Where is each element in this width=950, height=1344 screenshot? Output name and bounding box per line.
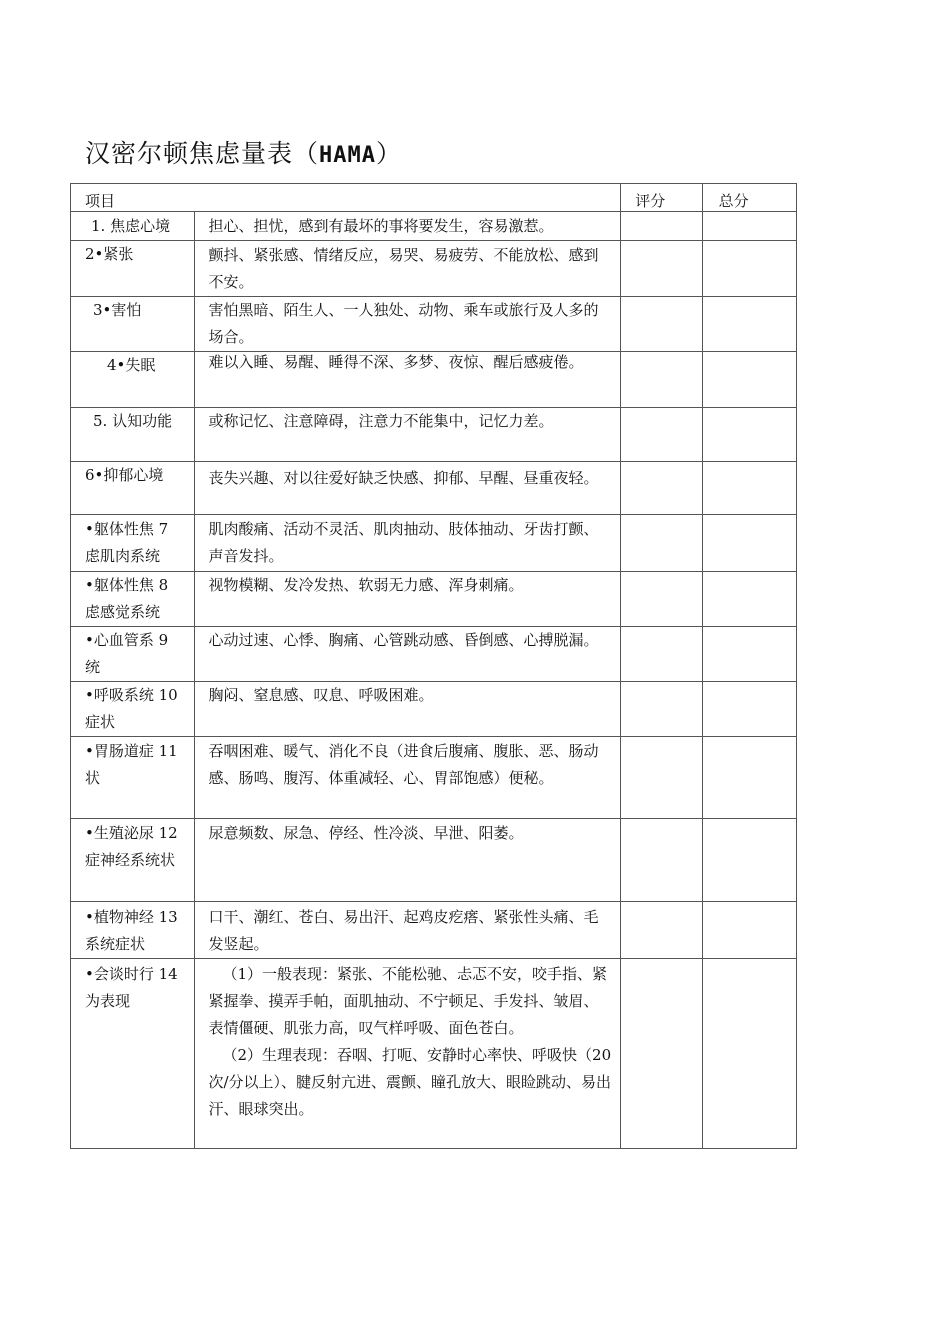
item-label: •心血管系 9 统 xyxy=(85,631,169,676)
header-item-label: 项目 xyxy=(85,192,116,210)
score-cell[interactable] xyxy=(621,682,702,737)
item-label: 2•紧张 xyxy=(85,245,134,263)
desc-cell xyxy=(194,408,621,462)
total-cell[interactable] xyxy=(702,572,796,627)
total-cell[interactable] xyxy=(702,212,796,241)
score-cell[interactable] xyxy=(621,737,702,819)
total-cell[interactable] xyxy=(702,408,796,462)
item-description: 吞咽困难、暖气、消化不良（进食后腹痛、腹胀、恶、肠动感、肠鸣、腹泻、体重减轻、心、胃部饱感）便秘。 xyxy=(208,742,599,787)
item-description: 胸闷、窒息感、叹息、呼吸困难。 xyxy=(208,686,434,704)
item-cell xyxy=(71,627,195,682)
item-label: •呼吸系统 10 症状 xyxy=(85,686,178,731)
total-cell[interactable] xyxy=(702,819,796,902)
score-cell[interactable] xyxy=(621,297,702,352)
item-cell xyxy=(71,297,195,352)
item-cell xyxy=(71,408,195,462)
table-row xyxy=(71,241,797,297)
item-label: •躯体性焦 8 虑感觉系统 xyxy=(85,576,169,621)
total-cell[interactable] xyxy=(702,241,796,297)
item-label: 3•害怕 xyxy=(93,301,142,319)
item-cell xyxy=(71,352,195,408)
item-label: •会谈时行 14 为表现 xyxy=(85,965,178,1010)
table-row xyxy=(71,682,797,737)
item-description: 视物模糊、发冷发热、软弱无力感、浑身刺痛。 xyxy=(208,576,524,594)
desc-cell xyxy=(194,212,621,241)
item-cell xyxy=(71,819,195,902)
score-cell[interactable] xyxy=(621,572,702,627)
desc-cell xyxy=(194,462,621,515)
item-label: 5. 认知功能 xyxy=(93,412,173,430)
item-cell xyxy=(71,515,195,572)
table-row xyxy=(71,959,797,1149)
item-description: 丧失兴趣、对以往爱好缺乏快感、抑郁、早醒、昼重夜轻。 xyxy=(208,469,599,487)
total-cell[interactable] xyxy=(702,902,796,959)
desc-cell xyxy=(194,627,621,682)
hama-scale-table xyxy=(70,183,797,1149)
item-label: 6•抑郁心境 xyxy=(85,466,164,484)
item-description: 肌肉酸痛、活动不灵活、肌肉抽动、肢体抽动、牙齿打颤、声音发抖。 xyxy=(208,520,599,565)
item-cell xyxy=(71,241,195,297)
desc-cell xyxy=(194,737,621,819)
header-score-label: 评分 xyxy=(635,192,666,210)
item-label: •躯体性焦 7 虑肌肉系统 xyxy=(85,520,169,565)
score-cell[interactable] xyxy=(621,352,702,408)
score-cell[interactable] xyxy=(621,212,702,241)
desc-cell xyxy=(194,902,621,959)
item-description: 担心、担忧，感到有最坏的事将要发生，容易激惹。 xyxy=(208,217,554,235)
header-item-cell xyxy=(71,184,621,212)
item-description: 口干、潮红、苍白、易出汗、起鸡皮疙瘩、紧张性头痛、毛发竖起。 xyxy=(208,908,599,953)
description-physiological: （2）生理表现：吞咽、打呃、安静时心率快、呼吸快（20 次/分以上）、腱反射亢进、震颤、瞳孔放大、眼睑跳动、易出汗、眼球突出。 xyxy=(208,1046,612,1118)
item-cell xyxy=(71,682,195,737)
total-cell[interactable] xyxy=(702,515,796,572)
table-row xyxy=(71,408,797,462)
title-text: 汉密尔顿焦虑量表（ xyxy=(85,139,320,168)
table-row xyxy=(71,352,797,408)
table-row xyxy=(71,212,797,241)
item-description: 尿意频数、尿急、停经、性冷淡、早泄、阳萎。 xyxy=(208,824,524,842)
item-label: •生殖泌尿 12 症神经系统状 xyxy=(85,824,178,869)
table-row xyxy=(71,297,797,352)
header-total-label: 总分 xyxy=(718,192,749,210)
total-cell[interactable] xyxy=(702,737,796,819)
total-cell[interactable] xyxy=(702,352,796,408)
item-cell xyxy=(71,212,195,241)
item-label: •植物神经 13 系统症状 xyxy=(85,908,178,953)
total-cell[interactable] xyxy=(702,682,796,737)
score-cell[interactable] xyxy=(621,241,702,297)
title-abbreviation: HAMA xyxy=(319,143,376,168)
desc-cell xyxy=(194,515,621,572)
table-row xyxy=(71,627,797,682)
item-description: 颤抖、紧张感、情绪反应，易哭、易疲劳、不能放松、感到不安。 xyxy=(208,246,599,291)
item-description: 心动过速、心悸、胸痛、心管跳动感、昏倒感、心搏脱漏。 xyxy=(208,631,599,649)
title-close-paren: ） xyxy=(376,139,403,168)
desc-cell xyxy=(194,819,621,902)
desc-cell xyxy=(194,241,621,297)
table-row xyxy=(71,737,797,819)
score-cell[interactable] xyxy=(621,902,702,959)
item-cell xyxy=(71,902,195,959)
item-description: 难以入睡、易醒、睡得不深、多梦、夜惊、醒后感疲倦。 xyxy=(208,353,584,371)
table-header-row xyxy=(71,184,797,212)
score-cell[interactable] xyxy=(621,819,702,902)
item-cell xyxy=(71,737,195,819)
item-cell xyxy=(71,572,195,627)
item-description xyxy=(195,959,621,1123)
score-cell[interactable] xyxy=(621,959,702,1149)
item-description: 害怕黑暗、陌生人、一人独处、动物、乘车或旅行及人多的场合。 xyxy=(208,301,599,346)
total-cell[interactable] xyxy=(702,297,796,352)
table-row xyxy=(71,902,797,959)
desc-cell xyxy=(194,572,621,627)
desc-cell xyxy=(194,959,621,1149)
total-cell[interactable] xyxy=(702,959,796,1149)
description-general: （1）一般表现：紧张、不能松驰、忐忑不安，咬手指、紧紧握拳、摸弄手帕，面肌抽动、不宁顿足、手发抖、皱眉、表情僵硬、肌张力高，叹气样呼吸、面色苍白。 xyxy=(208,965,608,1037)
item-label: 4•失眠 xyxy=(107,356,156,374)
header-score-cell xyxy=(621,184,702,212)
item-label: •胃肠道症 11 状 xyxy=(85,742,178,787)
score-cell[interactable] xyxy=(621,408,702,462)
table-row xyxy=(71,462,797,515)
table-row xyxy=(71,515,797,572)
score-cell[interactable] xyxy=(621,462,702,515)
score-cell[interactable] xyxy=(621,515,702,572)
score-cell[interactable] xyxy=(621,627,702,682)
total-cell[interactable] xyxy=(702,462,796,515)
desc-cell xyxy=(194,297,621,352)
desc-cell xyxy=(194,682,621,737)
table-row xyxy=(71,819,797,902)
item-label: 1. 焦虑心境 xyxy=(91,217,171,235)
table-row xyxy=(71,572,797,627)
item-cell xyxy=(71,959,195,1149)
header-total-cell xyxy=(702,184,796,212)
item-cell xyxy=(71,462,195,515)
desc-cell xyxy=(194,352,621,408)
page-title xyxy=(85,134,402,170)
item-description: 或称记忆、注意障碍，注意力不能集中，记忆力差。 xyxy=(208,412,554,430)
total-cell[interactable] xyxy=(702,627,796,682)
